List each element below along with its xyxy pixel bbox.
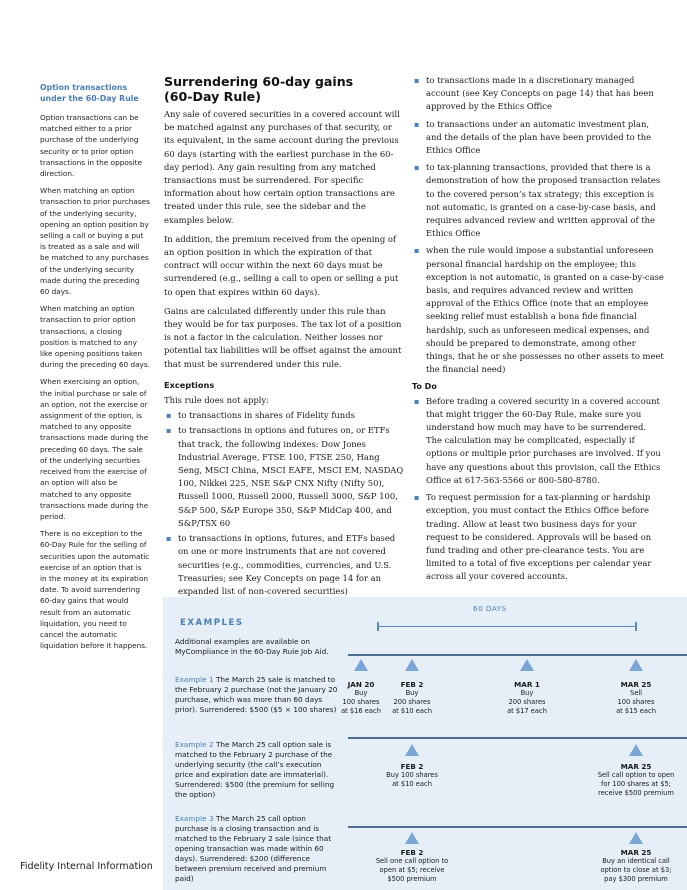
sidebar-paragraph: Option transactions can be matched either to a prior purchase of the underlying security or to prior option transactions in the opposite direction.	[40, 113, 142, 179]
timeline-1	[348, 654, 687, 656]
page-title	[164, 74, 404, 104]
event-date: FEB 2	[400, 762, 424, 771]
triangle-marker-icon	[629, 744, 643, 756]
sixty-days-bracket-line	[378, 626, 636, 627]
exception-item: ▪ to transactions in options and futures on, or ETFs that track, the following indexes: Dow Jones Industrial Average, FTSE 100, FTSE 250, Hang Seng, MSCI China, MSCI EAFE, MSCI EM, NASDAQ 100, Nikkei 225, NSE S&P CNX Nifty (Nifty 50), Russell 1000, Russell 2000, Russell 3000, S&P 100, S&P 500, S&P Europe 350, S&P MidCap 400, and S&P/TSX 60	[164, 424, 404, 530]
event-mar1	[487, 680, 567, 716]
main-paragraph: In addition, the premium received from the opening of an option position in which the expiration of that contract will occur within the next 60 days must be surrendered (e.g., selling a call to open or selling a put to open that expires within 60 days).	[164, 233, 399, 297]
todo-item: ▪ To request permission for a tax-planning or hardship exception, you must contact the Ethics Office before trading. Allow at least two business days for your request to be considered. Approvals will be based on fund trading and other pre-clearance tests. You are limited to a total of five exceptions per calendar year across all your covered accounts.	[412, 491, 664, 583]
timeline-3	[348, 826, 687, 828]
exception-item: ▪ to transactions under an automatic investment plan, and the details of the plan have been provided to the Ethics Office	[412, 118, 664, 158]
event-line: at $10 each	[392, 780, 432, 788]
event-date: MAR 25	[620, 762, 652, 771]
example-1-body: The March 25 sale is matched to the February 2 purchase (not the January 20 purchase, which was more than 60 days prior). Surrendered: $500 ($5 × 100 shares)	[175, 675, 338, 714]
event-line: at $16 each	[341, 707, 381, 715]
event-line: Buy	[405, 689, 419, 697]
event-line: 200 shares	[508, 698, 546, 706]
exception-item: ▪ to transactions in shares of Fidelity funds	[164, 409, 404, 422]
event-date: FEB 2	[400, 680, 424, 689]
event-line: at $10 each	[392, 707, 432, 715]
event-date: FEB 2	[400, 848, 424, 857]
main-column	[164, 74, 404, 600]
exceptions-heading: Exceptions	[164, 379, 215, 390]
exception-item: ▪ when the rule would impose a substantial unforeseen personal financial hardship on the employee; this exception is not automatic, is granted on a case-by-case basis, and requires advanced review and written approval of the Ethics Office (note that an employee seeking relief must establish a bona fide financial hardship, such as unforeseen medical expenses, and should be prepared to demonstrate, among other things, that he or she possesses no other assets to meet the financial need)	[412, 244, 664, 376]
example-3-label: Example 3	[175, 814, 214, 823]
triangle-marker-icon	[405, 744, 419, 756]
event-line: receive $500 premium	[598, 789, 674, 797]
sidebar-paragraph: There is no exception to the 60-Day Rule for the selling of securities upon the automatic exercise of an option that is in the money at its expiration date. To avoid surrendering 60-day gains that would result from an automatic liquidation, you need to cancel the automatic liquidation before it happens.	[40, 529, 150, 651]
event-date: MAR 25	[620, 680, 652, 689]
example-2-text	[175, 740, 340, 800]
exception-item: ▪ to transactions in options, futures, and ETFs based on one or more instruments that are not covered securities (e.g., commodities, currencies, and U.S. Treasuries; see Key Concepts on page 14 for an expanded list of non-covered securities)	[164, 532, 404, 598]
event-line: Sell one call option to	[375, 857, 449, 865]
main-paragraph: Gains are calculated differently under this rule than they would be for tax purposes. The tax lot of a position is not a factor in the calculation. Neither losses nor potential tax liabilities will be offset against the amount that must be surrendered under this rule.	[164, 305, 402, 369]
sixty-days-bracket-end	[635, 622, 637, 631]
event-line: Buy an identical call	[602, 857, 670, 865]
event-date: MAR 25	[620, 848, 652, 857]
examples-panel	[163, 597, 687, 890]
triangle-marker-icon	[520, 659, 534, 671]
event-line: pay $300 premium	[604, 875, 668, 883]
examples-title: EXAMPLES	[180, 618, 244, 628]
sidebar-paragraph: When matching an option transaction to prior option transactions, a closing position is matched to any like opening positions taken during the preceding 60 days.	[40, 304, 150, 370]
exception-item: ▪ to transactions made in a discretionary managed account (see Key Concepts on page 14) that has been approved by the Ethics Office	[412, 74, 664, 114]
event-line: $500 premium	[387, 875, 437, 883]
page-title-line2: (60-Day Rule)	[164, 89, 261, 104]
triangle-marker-icon	[629, 659, 643, 671]
event-line: Sell call option to open	[597, 771, 675, 779]
event-line: at $17 each	[507, 707, 547, 715]
event-feb2	[372, 680, 452, 716]
examples-intro: Additional examples are available on MyCompliance in the 60-Day Rule Job Aid.	[175, 637, 329, 656]
event-feb2	[372, 762, 452, 789]
example-3-text	[175, 814, 340, 884]
todo-list	[412, 395, 664, 584]
triangle-marker-icon	[354, 659, 368, 671]
sidebar-options	[40, 82, 150, 657]
event-line: 200 shares	[393, 698, 431, 706]
example-2-label: Example 2	[175, 740, 214, 749]
event-line: Buy 100 shares	[386, 771, 438, 779]
todo-item: ▪ Before trading a covered security in a covered account that might trigger the 60-Day Rule, make sure you understand how much may have to be surrendered. The calculation may be complicated, especially if options or multiple prior purchases are involved. If you have any questions about this provision, call the Ethics Office at 617-563-5566 or 800-580-8780.	[412, 395, 664, 487]
event-mar25	[591, 848, 681, 884]
event-mar25	[596, 680, 676, 716]
event-date: JAN 20	[347, 680, 375, 689]
event-feb2	[367, 848, 457, 884]
example-1-label: Example 1	[175, 675, 214, 684]
footer-classification: Fidelity Internal Information	[20, 861, 153, 872]
event-mar25	[591, 762, 681, 798]
sidebar-title: Option transactions under the 60-Day Rule	[40, 83, 139, 103]
sixty-days-label: 60 DAYS	[473, 604, 507, 613]
event-line: Sell	[629, 689, 643, 697]
event-line: 100 shares	[342, 698, 380, 706]
event-line: Buy	[354, 689, 368, 697]
event-line: 100 shares	[617, 698, 655, 706]
example-3-body: The March 25 call option purchase is a closing transaction and is matched to the February 2 sale (since that opening transaction was made within 60 days). Surrendered: $200 (difference between premium received and premium paid)	[175, 814, 332, 883]
event-line: option to close at $3;	[600, 866, 672, 874]
event-line: open at $5; receive	[379, 866, 445, 874]
event-line: at $15 each	[616, 707, 656, 715]
triangle-marker-icon	[405, 659, 419, 671]
exception-item: ▪ to tax-planning transactions, provided that there is a demonstration of how the proposed transaction relates to the covered person’s tax strategy; this exception is not automatic, is granted on a case-by-case basis, and requires advanced review and written approval of the Ethics Office	[412, 161, 664, 240]
event-date: MAR 1	[514, 680, 540, 689]
timeline-2	[348, 737, 687, 739]
exceptions-intro: This rule does not apply:	[164, 395, 270, 406]
page-title-line1: Surrendering 60-day gains	[164, 74, 354, 89]
triangle-marker-icon	[629, 832, 643, 844]
event-line: for 100 shares at $5;	[601, 780, 671, 788]
main-paragraph: Any sale of covered securities in a covered account will be matched against any purchases of that security, or its equivalent, in the same account during the previous 60 days (starting with the earliest purchase in the 60-day period). Any gain resulting from any matched transactions must be surrendered. For specific information about how certain option transactions are treated under this rule, see the sidebar and the examples below.	[164, 109, 400, 225]
sidebar-paragraph: When exercising an option, the initial purchase or sale of an option, not the exercise or assignment of the option, is matched to any opposite transactions made during the preceding 60 days. The sale of the underlying securities received from the exercise of an option will also be matched to any opposite transactions made during the period.	[40, 377, 149, 521]
sixty-days-bracket-start	[377, 622, 379, 631]
exceptions-list	[164, 409, 404, 598]
event-line: Buy	[520, 689, 534, 697]
triangle-marker-icon	[405, 832, 419, 844]
example-2-body: The March 25 call option sale is matched to the February 2 purchase of the underlying security (the call’s execution price and expiration date are immaterial). Surrendered: $500 (the premium for selling the option)	[175, 740, 335, 799]
todo-heading: To Do	[412, 382, 437, 392]
exceptions-list-continued	[412, 74, 664, 376]
example-1-text	[175, 675, 340, 715]
right-column	[412, 74, 664, 588]
sidebar-paragraph: When matching an option transaction to prior purchases of the underlying security, opening an option position by selling a call or buying a put is treated as a sale and will be matched to any purchases of the underlying security made during the preceding 60 days.	[40, 186, 150, 297]
